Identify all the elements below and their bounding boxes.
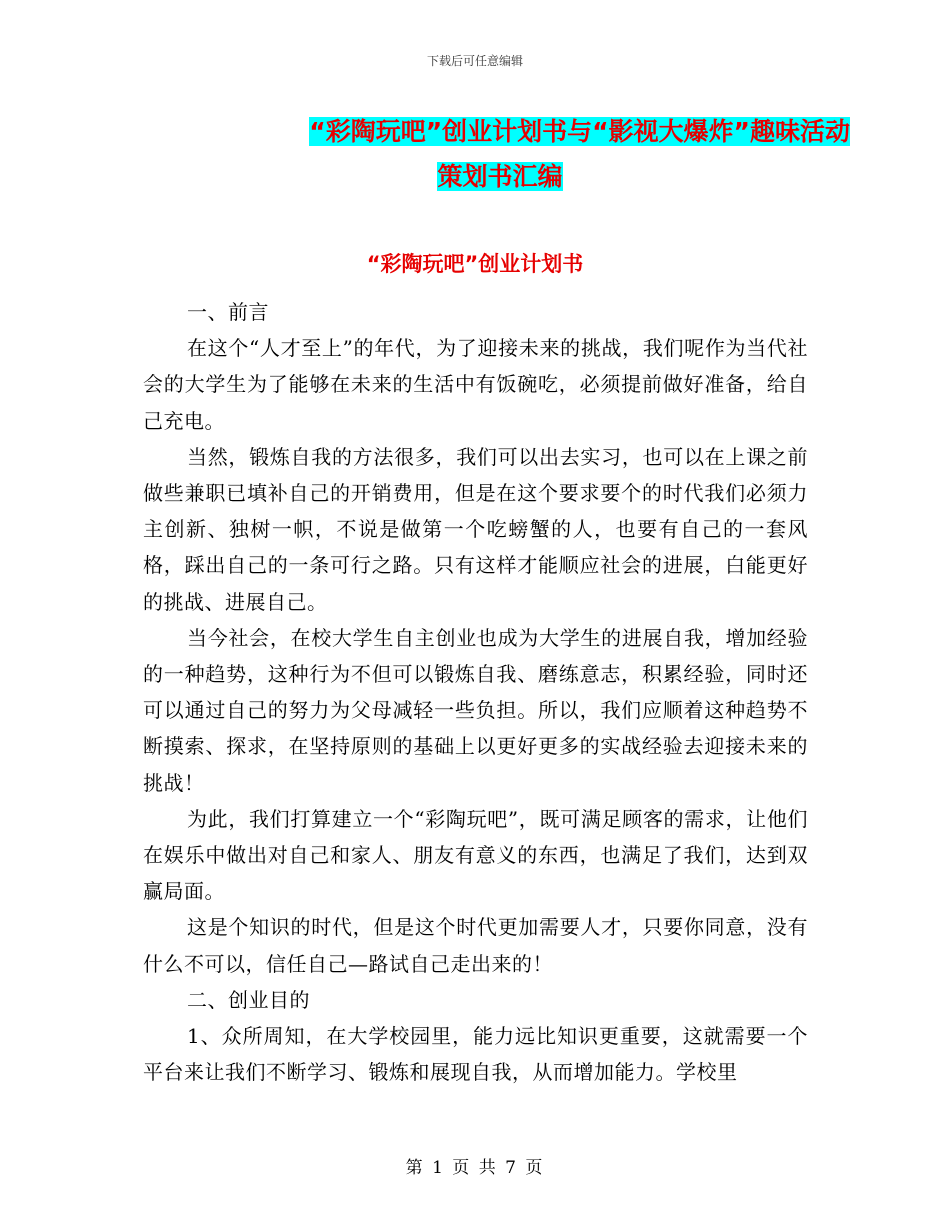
paragraph: 为此，我们打算建立一个“彩陶玩吧”，既可满足顾客的需求，让他们在娱乐中做出对自己和家人、朋友有意义的东西，也满足了我们，达到双赢局面。	[143, 806, 808, 904]
document-title-line-1	[150, 112, 850, 148]
paragraph: 在这个“人才至上”的年代，为了迎接未来的挑战，我们呢作为当代社会的大学生为了能够在未来的生活中有饭碗吃，必须提前做好准备，给自己充电。	[143, 336, 808, 433]
paragraph: 1、众所周知，在大学校园里，能力远比知识更重要，这就需要一个平台来让我们不断学习、锻炼和展现自我，从而增加能力。学校里	[143, 1024, 808, 1085]
document-title-line-2	[150, 157, 850, 193]
section-title: “彩陶玩吧”创业计划书	[366, 252, 584, 276]
page-header: 下载后可任意编辑	[426, 54, 523, 68]
title-highlight-2: 策划书汇编	[437, 162, 563, 191]
document-body	[143, 294, 808, 1090]
page-footer: 第 1 页 共 7 页	[405, 1158, 545, 1178]
paragraph: 当然，锻炼自我的方法很多，我们可以出去实习，也可以在上课之前做些兼职已填补自己的开销费用，但是在这个要求要个的时代我们必须力主创新、独树一帜，不说是做第一个吃螃蟹的人，也要有自己的一套风格，踩出自己的一条可行之路。只有这样才能顺应社会的进展，白能更好的挑战、进展自己。	[143, 444, 808, 614]
heading-purpose: 二、创业目的	[187, 987, 310, 1012]
paragraph: 这是个知识的时代，但是这个时代更加需要人才，只要你同意，没有什么不可以，信任自己—路试自己走出来的！	[143, 915, 808, 976]
paragraph: 当今社会，在校大学生自主创业也成为大学生的进展自我，增加经验的一种趋势，这种行为不但可以锻炼自我、磨练意志，积累经验，同时还可以通过自己的努力为父母减轻一些负担。所以，我们应顺着这种趋势不断摸索、探求，在坚持原则的基础上以更好更多的实战经验去迎接未来的挑战！	[143, 625, 808, 795]
heading-preface: 一、前言	[187, 300, 269, 324]
title-highlight-1: “彩陶玩吧”创业计划书与“影视大爆炸”趣味活动	[309, 117, 850, 146]
